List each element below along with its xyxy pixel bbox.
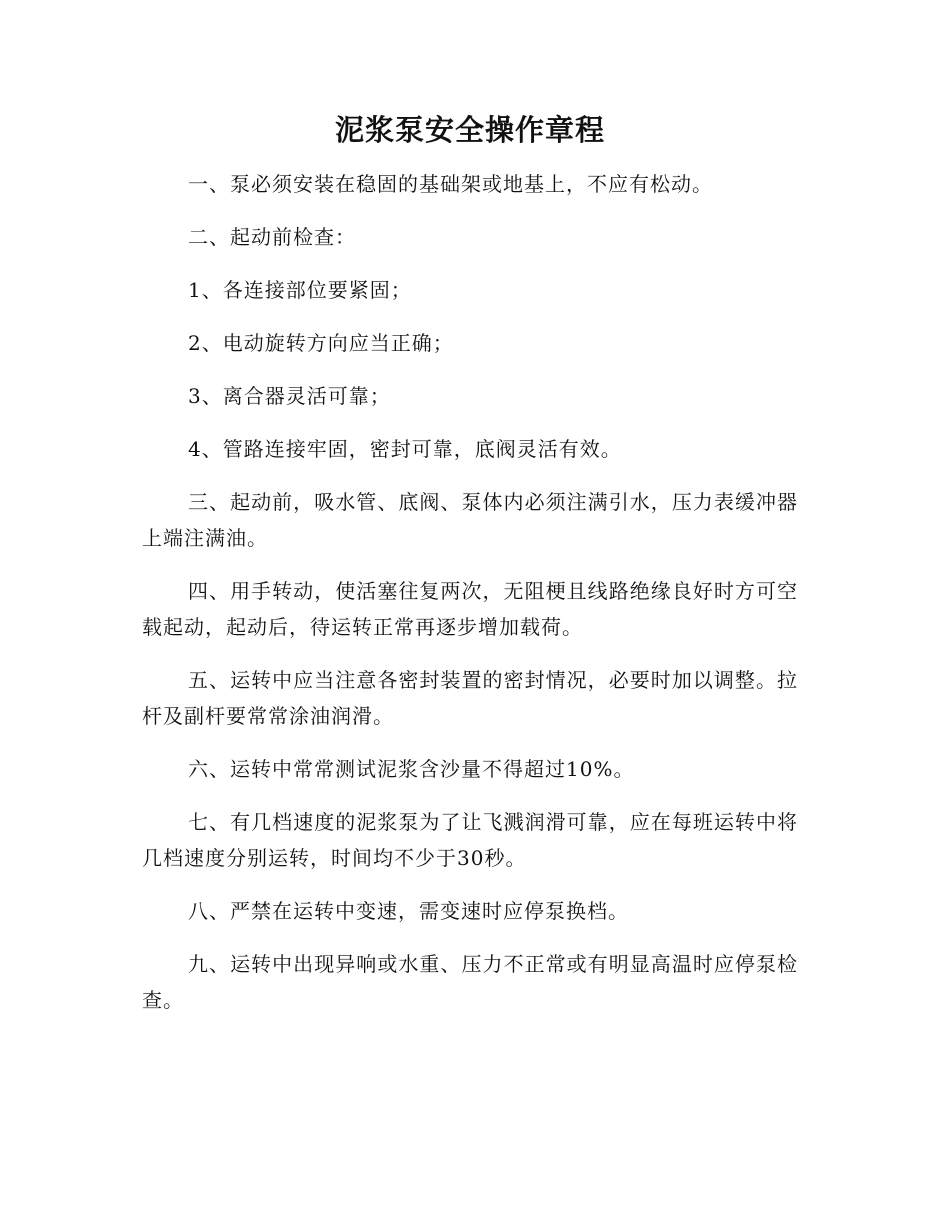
- paragraph-7: 三、起动前，吸水管、底阀、泵体内必须注满引水，压力表缓冲器上端注满油。: [142, 490, 798, 550]
- paragraph-6: 4、管路连接牢固，密封可靠，底阀灵活有效。: [188, 437, 622, 461]
- paragraph-12: 八、严禁在运转中变速，需变速时应停泵换档。: [188, 899, 629, 923]
- paragraph-2: 二、起动前检查：: [188, 225, 356, 249]
- paragraph-1: 一、泵必须安装在稳固的基础架或地基上，不应有松动。: [188, 172, 713, 196]
- paragraph-9: 五、运转中应当注意各密封装置的密封情况，必要时加以调整。拉杆及副杆要常常涂油润滑。: [142, 668, 798, 728]
- paragraph-13: 九、运转中出现异响或水重、压力不正常或有明显高温时应停泵检查。: [142, 952, 798, 1012]
- document-page: [142, 108, 798, 1035]
- paragraph-11: 七、有几档速度的泥浆泵为了让飞溅润滑可靠，应在每班运转中将几档速度分别运转，时间均不少于30秒。: [142, 810, 798, 870]
- paragraph-3: 1、各连接部位要紧固；: [188, 278, 412, 302]
- paragraph-10: 六、运转中常常测试泥浆含沙量不得超过10%。: [188, 757, 635, 781]
- paragraph-5: 3、离合器灵活可靠；: [188, 384, 391, 408]
- paragraph-4: 2、电动旋转方向应当正确；: [188, 331, 454, 355]
- paragraph-8: 四、用手转动，使活塞往复两次，无阻梗且线路绝缘良好时方可空载起动，起动后，待运转正常再逐步增加载荷。: [142, 579, 798, 639]
- document-title: 泥浆泵安全操作章程: [334, 113, 605, 147]
